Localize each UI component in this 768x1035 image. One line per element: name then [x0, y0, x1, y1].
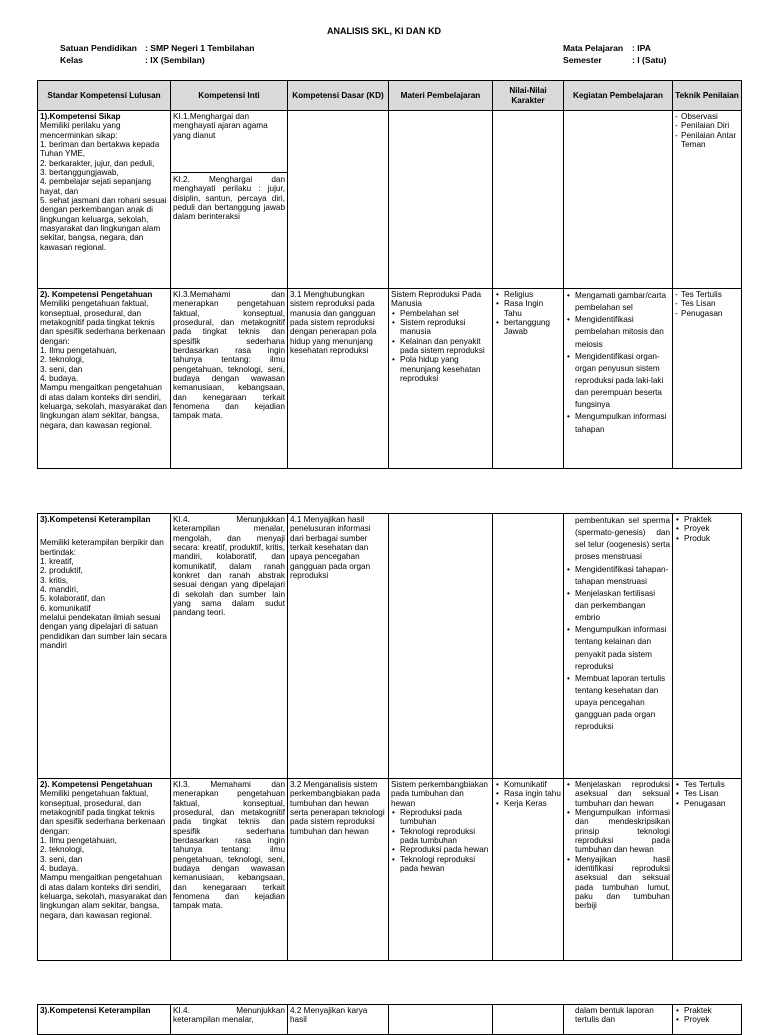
table-header-row [38, 81, 742, 111]
nilai-item: • Kerja Keras [495, 799, 561, 808]
kegiatan-cell [564, 779, 673, 961]
skl-cell [38, 111, 171, 289]
kegiatan-item: • Mengamati gambar/carta pembelahan sel [566, 290, 670, 314]
teknik-cell [673, 111, 742, 289]
col-header-ki: Kompetensi Inti [171, 81, 288, 111]
teknik-item: - Tes Tertulis [675, 290, 739, 299]
skl-cell [38, 779, 171, 961]
satuan-label: Satuan Pendidikan [60, 43, 137, 53]
mapel-label: Mata Pelajaran [563, 43, 624, 53]
ki1-text: KI.1.Menghargai dan menghayati ajaran agama yang dianut [173, 112, 268, 140]
teknik-item: • Proyek [675, 524, 739, 533]
skl-item: 2. teknologi, [40, 355, 85, 365]
kegiatan-item: • Mengumpulkan informasi dan mendeskripsikan prinsip teknologi reproduksi pada tumbuhan dan hewan [566, 808, 670, 855]
skl-outro: Mampu mengaitkan pengetahuan di atas dalam konteks diri sendiri, keluarga, sekolah, masyarakat dan lingkungan alam sekitar, bangsa, negara, dan kawasan regional. [40, 873, 167, 920]
teknik-cell [673, 779, 742, 961]
kegiatan-cell [564, 1005, 673, 1035]
teknik-item: • Tes Lisan [675, 789, 739, 798]
col-header-materi: Materi Pembelajaran [389, 81, 493, 111]
skl-cell [38, 289, 171, 469]
kegiatan-item: • Mengumpulkan informasi tentang kelainan dan penyakit pada sistem reproduksi [566, 624, 670, 673]
materi-item: • Pembelahan sel [391, 309, 490, 318]
kegiatan-continued: dalam bentuk laporan tertulis dan [575, 1006, 654, 1025]
materi-cell [389, 514, 493, 779]
teknik-item: - Tes Lisan [675, 299, 739, 308]
nilai-cell [493, 514, 564, 779]
kd-cell: 4.1 Menyajikan hasil penelusuran informasi dari berbagai sumber terkait kesehatan dan upaya pencegahan gangguan pada organ reproduksi [288, 514, 389, 779]
kegiatan-cell [564, 514, 673, 779]
skl-item: 1. Ilmu pengetahuan, [40, 346, 117, 356]
table-row [38, 289, 742, 469]
materi-cell [389, 1005, 493, 1035]
kd-cell: 3.2 Menganalisis sistem perkembangbiakan pada tumbuhan dan hewan serta penerapan teknologi pada sistem reproduksi tumbuhan dan hewan [288, 779, 389, 961]
skl-item: 6. komunikatif [40, 603, 91, 613]
kegiatan-item: • Mengidentifikasi tahapan-tahapan menstruasi [566, 564, 670, 588]
nilai-cell [493, 779, 564, 961]
ki-cell: KI.4. Menunjukkan keterampilan menalar, [171, 1005, 288, 1035]
skl-cell [38, 514, 171, 779]
col-header-kd: Kompetensi Dasar (KD) [288, 81, 389, 111]
mapel-value: : IPA [632, 43, 651, 53]
materi-item: • Kelainan dan penyakit pada sistem reproduksi [391, 337, 490, 356]
kelas-value: : IX (Sembilan) [145, 55, 205, 65]
skl-item: 4. budaya. [40, 864, 79, 874]
skl-title: 1).Kompetensi Sikap [40, 112, 121, 121]
nilai-item: • Rasa Ingin Tahu [495, 299, 561, 318]
kelas-label: Kelas [60, 55, 83, 65]
skl-outro: Mampu mengaitkan pengetahuan di atas dalam konteks diri sendiri, keluarga, sekolah, masyarakat dan lingkungan alam sekitar, bangsa, negara, dan kawasan regional. [40, 383, 167, 430]
kd-cell: 4.2 Menyajikan karya hasil [288, 1005, 389, 1035]
materi-cell [389, 111, 493, 289]
kegiatan-cell [564, 111, 673, 289]
teknik-item: - Penilaian Diri [675, 121, 739, 130]
teknik-item: • Proyek [675, 1015, 739, 1024]
kegiatan-cell [564, 289, 673, 469]
nilai-item: • bertanggung Jawab [495, 318, 561, 337]
ki-cell [171, 111, 288, 289]
materi-item: • Teknologi reproduksi pada hewan [391, 855, 490, 874]
skl-title: 2). Kompetensi Pengetahuan [40, 290, 153, 299]
ki-cell: KI.3. Memahami dan menerapkan pengetahuan faktual, konseptual, prosedural, dan metakognitif pada tingkat teknis dan spesifik sederhana berdasarkan rasa ingin tahunya tentang: ilmu pengetahuan, teknologi, seni, budaya dengan wawasan kemanusiaan, kebangsaan, dan kenegaraan terkait fenomena dan kejadian tampak mata. [171, 779, 288, 961]
teknik-item: • Produk [675, 534, 739, 543]
analysis-table-page-1 [37, 80, 742, 469]
analysis-table-page-2 [37, 513, 742, 961]
semester-label: Semester [563, 55, 602, 65]
skl-item: 3. kritis, [40, 575, 69, 585]
materi-intro: Sistem Reproduksi Pada Manusia [391, 290, 482, 309]
skl-title: 3).Kompetensi Keterampilan [40, 515, 151, 524]
materi-intro: Sistem perkembangbiakan pada tumbuhan dan hewan [391, 780, 488, 808]
skl-title: 2). Kompetensi Pengetahuan [40, 780, 153, 789]
skl-item: 3. seni, dan [40, 364, 83, 374]
skl-intro: Memiliki pengetahuan faktual, konseptual, prosedural, dan metakognitif pada tingkat teknis dan spesifik sederhana berkenaan dengan: [40, 299, 166, 346]
skl-item: 4. mandiri, [40, 585, 79, 595]
nilai-item: • Rasa ingin tahu [495, 789, 561, 798]
kegiatan-item: • Menyajikan hasil identifikasi reproduksi aseksual dan seksual pada tumbuhan lumut, paku dan tumbuhan berbiji [566, 855, 670, 911]
analysis-table-page-3 [37, 1004, 742, 1035]
table-row [38, 779, 742, 961]
col-header-kegiatan: Kegiatan Pembelajaran [564, 81, 673, 111]
teknik-cell [673, 289, 742, 469]
skl-outro: melalui pendekatan ilmiah sesuai dengan yang dipelajari di satuan pendidikan dan sumber lain secara mandiri [40, 613, 167, 651]
kegiatan-item: • Membuat laporan tertulis tentang kesehatan dan upaya pencegahan gangguan pada organ reproduksi [566, 673, 670, 734]
skl-intro: Memiliki perilaku yang mencerminkan sikap: [40, 121, 121, 140]
materi-item: • Reproduksi pada hewan [391, 845, 490, 854]
nilai-item: • Religius [495, 290, 561, 299]
satuan-value: : SMP Negeri 1 Tembilahan [145, 43, 255, 53]
table-row [38, 514, 742, 779]
materi-item: • Teknologi reproduksi pada tumbuhan [391, 827, 490, 846]
nilai-cell [493, 111, 564, 289]
teknik-item: • Penugasan [675, 799, 739, 808]
teknik-item: • Praktek [675, 1006, 739, 1015]
ki-cell: KI.4. Menunjukkan keterampilan menalar, mengolah, dan menyaji secara: kreatif, produktif, kritis, mandiri, kolaboratif, dan komunikatif, dalam ranah konkret dan ranah abstrak sesuai dengan yang dipelajari di sekolah dan sumber lain yang sama dalam sudut pandang teori. [171, 514, 288, 779]
skl-item: 4. budaya. [40, 374, 79, 384]
nilai-cell [493, 1005, 564, 1035]
skl-intro: Memiliki keterampilan berpikir dan bertindak: [40, 538, 164, 557]
skl-item: 2. produktif, [40, 566, 83, 576]
teknik-item: - Penilaian Antar Teman [675, 131, 739, 150]
kegiatan-item: • Menjelaskan reproduksi aseksual dan seksual tumbuhan dan hewan [566, 780, 670, 808]
col-header-skl: Standar Kompetensi Lulusan [38, 81, 171, 111]
teknik-item: • Tes Tertulis [675, 780, 739, 789]
teknik-item: - Observasi [675, 112, 739, 121]
nilai-item: • Komunikatif [495, 780, 561, 789]
kegiatan-item: • Mengidentifikasi pembelahan mitosis dan meiosis [566, 314, 670, 350]
nilai-cell [493, 289, 564, 469]
semester-value: : I (Satu) [632, 55, 667, 65]
kd-cell: 3.1 Menghubungkan sistem reproduksi pada manusia dan gangguan pada sistem reproduksi dengan penerapan pola hidup yang menunjang kesehatan reproduksi [288, 289, 389, 469]
col-header-teknik: Teknik Penilaian [673, 81, 742, 111]
skl-item: 2. teknologi, [40, 845, 85, 855]
col-header-nilai: Nilai-Nilai Karakter [493, 81, 564, 111]
materi-item: • Pola hidup yang menunjang kesehatan reproduksi [391, 355, 490, 383]
skl-item: 3. seni, dan [40, 854, 83, 864]
materi-cell [389, 289, 493, 469]
teknik-item: • Praktek [675, 515, 739, 524]
teknik-cell [673, 1005, 742, 1035]
table-row [38, 1005, 742, 1035]
skl-item: 5. sehat jasmani dan rohani sesuai dengan perkembangan anak di lingkungan keluarga, sekolah, masyarakat dan lingkungan alam sekitar, bangsa, negara, dan kawasan regional. [40, 196, 167, 252]
materi-item: • Reproduksi pada tumbuhan [391, 808, 490, 827]
kegiatan-item: • Mengidentifikasi organ-organ penyusun sistem reproduksi pada laki-laki dan perempuan beserta fungsinya [566, 351, 670, 412]
skl-intro: Memiliki pengetahuan faktual, konseptual, prosedural, dan metakognitif pada tingkat teknis dan spesifik sederhana berkenaan dengan: [40, 789, 166, 836]
teknik-item: - Penugasan [675, 309, 739, 318]
skl-item: 2. berkarakter, jujur, dan peduli, [40, 158, 155, 168]
skl-item: 1. beriman dan bertakwa kepada Tuhan YME, [40, 140, 160, 159]
materi-item: • Sistem reproduksi manusia [391, 318, 490, 337]
skl-cell: 3).Kompetensi Keterampilan [38, 1005, 171, 1035]
kegiatan-item: • Menjelaskan fertilisasi dan perkembangan embrio [566, 588, 670, 624]
materi-cell [389, 779, 493, 961]
skl-item: 4. pembelajar sejati sepanjang hayat, dan [40, 177, 152, 196]
kegiatan-continued: pembentukan sel sperma (spermato-genesis) dan sel telur (oogenesis) serta proses menstruasi [575, 516, 670, 562]
kegiatan-item: • Mengumpulkan informasi tahapan [566, 411, 670, 435]
ki2-text: KI.2. Menghargai dan menghayati perilaku : jujur, disiplin, santun, percaya diri, peduli dan bertanggung jawab dalam berinteraksi [171, 172, 287, 222]
skl-item: 5. kolaboratif, dan [40, 594, 106, 604]
table-row [38, 111, 742, 289]
skl-item: 1. kreatif, [40, 557, 74, 567]
skl-item: 1. Ilmu pengetahuan, [40, 836, 117, 846]
document-title: ANALISIS SKL, KI DAN KD [326, 26, 441, 36]
ki-cell: KI.3.Memahami dan menerapkan pengetahuan faktual, konseptual, prosedural, dan metakognitif pada tingkat teknis dan spesifik sederhana berdasarkan rasa ingin tahunya tentang: ilmu pengetahuan, teknologi, seni, budaya dengan wawasan kemanusiaan, kebangsaan, dan kenegaraan terkait fenomena dan kejadian tampak mata. [171, 289, 288, 469]
teknik-cell [673, 514, 742, 779]
kd-cell [288, 111, 389, 289]
skl-item: 3. bertanggungjawab, [40, 168, 119, 178]
